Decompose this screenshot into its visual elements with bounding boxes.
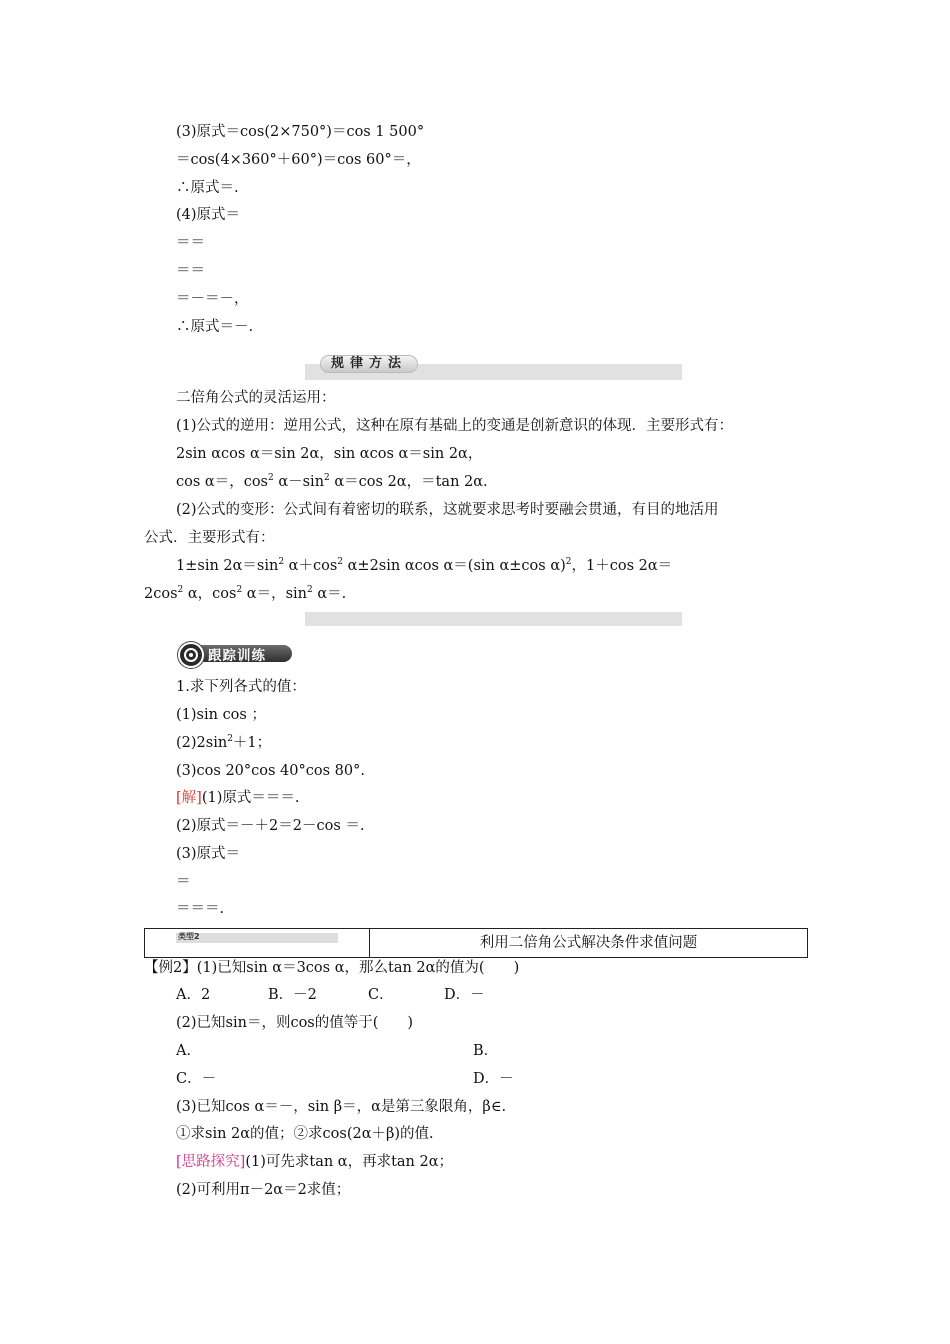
text-line: ①求sin 2α的值；②求cos(2α＋β)的值. <box>176 1126 434 1142</box>
text-line: ＝＝ <box>176 235 205 251</box>
text-line: ∴原式＝－. <box>176 319 254 335</box>
text-line: $2\cos^2$ α，$\cos^2 \alpha=$，$\sin^2 \alpha=$. <box>144 585 347 602</box>
text-line: (1)公式的逆用：逆用公式，这种在原有基础上的变通是创新意识的体现．主要形式有： <box>176 418 734 434</box>
text-line: ＝ <box>176 874 191 890</box>
text-line: (2)公式的变形：公式间有着密切的联系，这就要求思考时要融会贯通，有目的地活用 <box>176 502 719 518</box>
follow-banner <box>178 642 292 664</box>
text-line: 1.求下列各式的值： <box>176 679 306 695</box>
text-line: (2)已知sin＝，则cos的值等于( ) <box>176 1015 414 1031</box>
text-line: C．－ <box>176 1071 217 1087</box>
text-line: 2sin αcos α＝sin 2α，sin αcos α＝sin 2α， <box>176 446 483 462</box>
text-line: (3)已知cos α＝－，sin β＝，α是第三象限角，β∈. <box>176 1099 507 1115</box>
text-line: ＝－＝－， <box>176 291 249 307</box>
text-line: (2)原式＝－＋2＝2－cos ＝. <box>176 818 365 834</box>
text-line: ∴原式＝. <box>176 180 239 196</box>
text-line: 1±sin $2\alpha=\sin^2$ $\alpha+\cos^2$ α±2sin αcos α＝(sin α±cos α)$^2$，1＋cos 2α＝ <box>176 557 673 574</box>
text-line: ＝＝＝. <box>176 901 225 917</box>
type-tag: 类型2 <box>176 933 338 943</box>
text-line: C． <box>368 987 394 1003</box>
text-line: 公式．主要形式有： <box>144 530 275 546</box>
text-line: D．－ <box>444 987 485 1003</box>
follow-banner-title: 跟踪训练 <box>208 648 266 664</box>
text-line: (2)可利用π－2α＝2求值； <box>176 1182 351 1198</box>
text-line: 【例2】(1)已知sin α＝3cos α，那么tan 2α的值为( ) <box>144 960 520 976</box>
text-line: A． <box>176 1043 201 1059</box>
text-line: cos α＝，$\cos^2 \alpha-\sin^2$ α＝cos 2α，＝tan 2α. <box>176 473 488 490</box>
method-banner-title: 规律方法 <box>320 355 418 373</box>
text-line: (1)sin cos ； <box>176 707 266 723</box>
text-line: B．－2 <box>268 987 317 1003</box>
text-line: A．2 <box>176 987 211 1003</box>
type-box <box>144 928 808 958</box>
solution-tag: [解] <box>176 790 202 806</box>
hint-tag: [思路探究] <box>176 1154 246 1170</box>
text-line: (3)原式＝cos(2×750°)＝cos 1 500° <box>176 124 425 140</box>
separator-bar <box>305 612 682 626</box>
text-line: [思路探究](1)可先求tan α，再求tan 2α； <box>176 1154 454 1170</box>
text-line: $(2)2\sin^2+1$； <box>176 734 272 751</box>
text-line: B． <box>473 1043 499 1059</box>
text-line: (3)cos 20°cos 40°cos 80°. <box>176 763 365 779</box>
text-line: ＝cos(4×360°＋60°)＝cos 60°＝， <box>176 152 421 168</box>
text-line: ＝＝ <box>176 263 205 279</box>
text-line: [解](1)原式＝＝＝. <box>176 790 300 806</box>
text-line: 二倍角公式的灵活运用： <box>176 390 336 406</box>
text-line: (3)原式＝ <box>176 846 241 862</box>
text-line: D．－ <box>473 1071 514 1087</box>
text-line: (4)原式＝ <box>176 207 241 223</box>
type-title: 利用二倍角公式解决条件求值问题 <box>479 935 698 951</box>
target-icon <box>178 642 204 668</box>
